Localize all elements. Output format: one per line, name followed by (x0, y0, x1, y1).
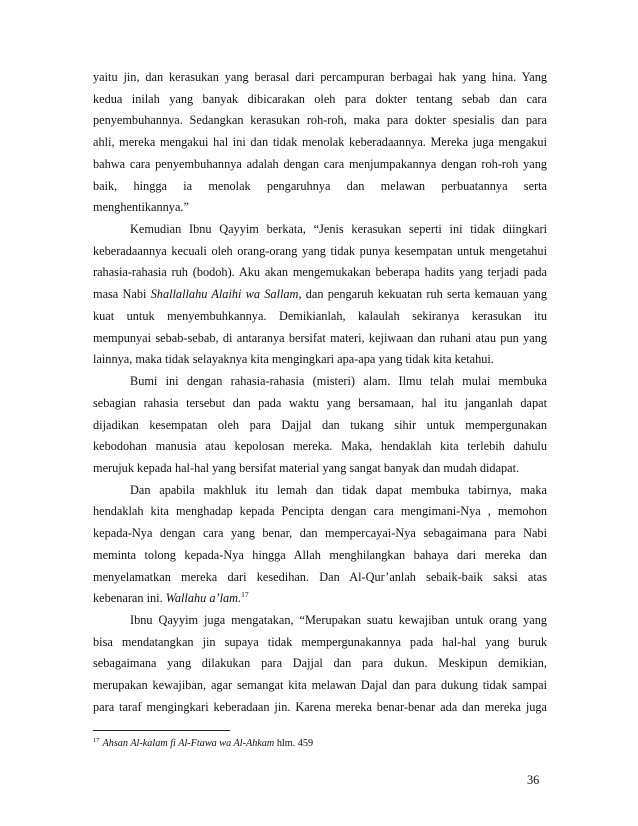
text-line: sebagaimana yang dilakukan para Dajjal dan para dukun. Meskipun demikian, (93, 656, 547, 671)
body-text (93, 67, 547, 719)
text-line: Bumi ini dengan rahasia-rahasia (misteri) alam. Ilmu telah mulai membuka (130, 374, 547, 389)
text-line: rahasia-rahasia ruh (bodoh). Aku akan mengemukakan beberapa hadits yang terjadi pada (93, 265, 547, 280)
text-line: Dan apabila makhluk itu lemah dan tidak dapat membuka tabirnya, maka (130, 482, 547, 497)
text-line: mempunyai sebab-sebab, di antaranya bersifat materi, kejiwaan dan ruhani atau pun yang (93, 330, 547, 345)
text-line: lainnya, maka tidak selayaknya kita mengingkari apa-apa yang tidak kita ketahui. (93, 352, 494, 367)
text-line: merujuk kepada hal-hal yang bersifat material yang sangat banyak dan mudah didapat. (93, 460, 520, 475)
text-line: baik, hingga ia menolak pengaruhnya dan melawan perbuatannya serta (93, 178, 547, 193)
footnote-separator (93, 730, 230, 731)
paragraph (93, 610, 547, 719)
footnote-number: 17 (93, 736, 100, 744)
italic-phrase: Wallahu a’lam. (165, 591, 242, 606)
text-line: hendaklah kita menghadap kepada Pencipta dengan cara mengimani-Nya , memohon (93, 504, 547, 519)
text-line: kedua inilah yang banyak dibicarakan oleh para dokter tentang sebab dan cara (93, 91, 547, 106)
italic-phrase: Shallallahu Alaihi wa Sallam (150, 287, 299, 302)
text-line (93, 284, 547, 306)
text-line: sebagian rahasia tersebut dan pada waktu yang bersamaan, hal itu janganlah dapat (93, 395, 547, 410)
text-segment: , dan pengaruh kekuatan ruh serta kemauan yang (298, 287, 547, 302)
text-line: kebodohan manusia atau kepolosan mereka. Maka, hendaklah kita terlebih dahulu (93, 439, 547, 454)
footnote-page-ref: hlm. 459 (276, 738, 314, 749)
text-line: para taraf mengingkari keberadaan jin. Karena mereka benar-benar ada dan mereka juga (93, 699, 547, 714)
text-line: Ibnu Qayyim juga mengatakan, “Merupakan suatu kewajiban untuk orang yang (130, 612, 547, 627)
page-number: 36 (527, 773, 540, 787)
paragraph (93, 67, 547, 219)
paragraph (93, 371, 547, 480)
text-line: menyelamatkan mereka dari kesedihan. Dan Al-Qur’anlah sebaik-baik saksi atas (93, 569, 547, 584)
text-line: keberadaannya kecuali oleh orang-orang yang tidak punya kesempatan untuk mengetahui (93, 243, 547, 258)
text-segment: kebenaran ini. (93, 591, 166, 606)
text-line: bisa mendatangkan jin supaya tidak mempergunakannya pada hal-hal yang buruk (93, 634, 547, 649)
text-line: yaitu jin, dan kerasukan yang berasal dari percampuran berbagai hak yang hina. Yang (93, 70, 547, 84)
paragraph (93, 480, 547, 610)
text-line: bahwa cara penyembuhannya adalah dengan cara menjumpakannya dengan roh-roh yang (93, 156, 547, 171)
text-line: ahli, mereka mengakui hal ini dan tidak menolak keberadaannya. Mereka juga mengakui (93, 135, 547, 150)
footnote (93, 737, 313, 751)
text-line: meminta tolong kepada-Nya hingga Allah menghilangkan bahaya dari mereka dan (93, 547, 547, 562)
text-line: kuat untuk menyembuhkannya. Demikianlah, kalaulah sekiranya kerasukan itu (93, 308, 547, 323)
text-line: penyembuhannya. Sedangkan kerasukan roh-roh, maka para dokter spesialis dan para (93, 113, 547, 128)
text-line: menghentikannya.” (93, 200, 189, 215)
text-line (93, 588, 547, 610)
text-line: Kemudian Ibnu Qayyim berkata, “Jenis kerasukan seperti ini tidak diingkari (130, 222, 547, 237)
text-line: merupakan kewajiban, agar semangat kita melawan Dajal dan para dukung tidak sampai (93, 678, 547, 693)
paragraph (93, 219, 547, 371)
footnote-source-title: Ahsan Al-kalam fi Al-Ftawa wa Al-Ahkam (102, 738, 275, 749)
text-segment: masa Nabi (93, 287, 151, 302)
footnote-reference: 17 (241, 590, 249, 600)
text-line: kepada-Nya dengan cara yang benar, dan mempercayai-Nya sebagaimana para Nabi (93, 526, 547, 541)
text-line: dijadikan kesempatan oleh para Dajjal dan tukang sihir untuk mempergunakan (93, 417, 547, 432)
